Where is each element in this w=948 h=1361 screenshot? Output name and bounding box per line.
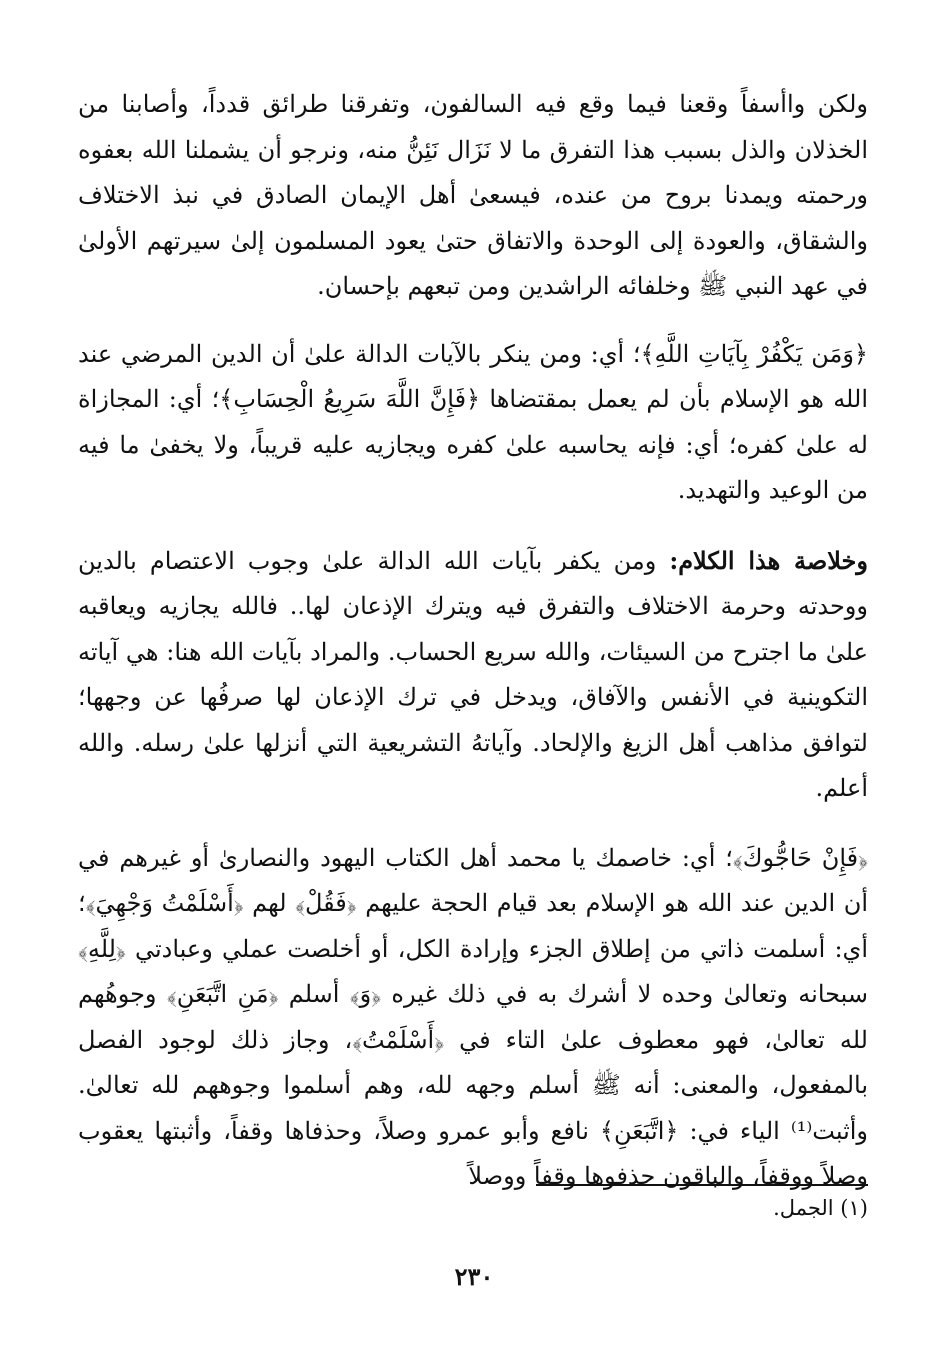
footnote: (١) الجمل. [773, 1196, 868, 1220]
paragraph-3 [78, 538, 868, 812]
paragraph-2: ﴿وَمَن يَكْفُرْ بِآيَاتِ اللَّهِ﴾؛ أي: ومن ينكر بالآيات الدالة علىٰ أن الدين المرضي عند الله هو الإسلام بأن لم يعمل بمقتضاها ﴿فَإِنَّ اللَّهَ سَرِيعُ الْحِسَابِ﴾؛ أي: المجازاة له علىٰ كفره؛ أي: فإنه يحاسبه علىٰ كفره ويجازيه عليه قريباً، ولا يخفىٰ ما فيه من الوعيد والتهديد. [78, 339, 868, 504]
page-number: ٢٣٠ [454, 1262, 494, 1291]
paragraph-1: ولكن واأسفاً وقعنا فيما وقع فيه السالفون، وتفرقنا طرائق قدداً، وأصابنا من الخذلان والذل بسبب هذا التفرق ما لا نَزَال نَئِنُّ منه، ونرجو أن يشملنا الله بعفوه ورحمته ويمدنا بروح من عنده، فيسعىٰ أهل الإيمان الصادق في نبذ الاختلاف والشقاق، والعودة إلى الوحدة والاتفاق حتىٰ يعود المسلمون إلىٰ سيرتهم الأولىٰ في عهد النبي ﷺ وخلفائه الراشدين ومن تبعهم بإحسان. [78, 90, 869, 300]
paragraph-4: ﴿فَإِنْ حَاجُّوكَ﴾؛ أي: خاصمك يا محمد أهل الكتاب اليهود والنصارىٰ أو غيرهم في أن الدين عند الله هو الإسلام بعد قيام الحجة عليهم ﴿فَقُلْ﴾ لهم ﴿أَسْلَمْتُ وَجْهِيَ﴾؛ أي: أسلمت ذاتي من إطلاق الجزء وإرادة الكل، أو أخلصت عملي وعبادتي ﴿لِلَّهِ﴾ سبحانه وتعالىٰ وحده لا أشرك به في ذلك غيره ﴿وَ﴾ أسلم ﴿مَنِ اتَّبَعَنِ﴾ وجوهُهم لله تعالىٰ، فهو معطوف علىٰ التاء في ﴿أَسْلَمْتُ﴾، وجاز ذلك لوجود الفصل بالمفعول، والمعنى: أنه ﷺ أسلم وجهه لله، وهم أسلموا وجوههم لله تعالىٰ. وأثبت⁽¹⁾ الياء في: ﴿اتَّبَعَنِ﴾ نافع وأبو عمرو وصلاً، وحذفاها وقفاً، وأثبتها يعقوب وصلاً ووقفاً، والباقون حذفوها وقفاً ووصلاً [78, 843, 869, 1190]
summary-text: ومن يكفر بآيات الله الدالة علىٰ وجوب الاعتصام بالدين ووحدته وحرمة الاختلاف والتفرق فيه ويترك الإذعان لها.. فالله يجازيه ويعاقبه علىٰ ما اجترح من السيئات، والله سريع الحساب. والمراد بآيات الله هنا: هي آياته التكوينية في الأنفس والآفاق، ويدخل في ترك الإذعان لها صرفُها عن وجهها؛ لتوافق مذاهب أهل الزيغ والإلحاد. وآياتهُ التشريعية التي أنزلها علىٰ رسله. والله أعلم. [78, 546, 868, 802]
summary-lead: وخلاصة هذا الكلام: [669, 545, 868, 575]
footnote-divider [536, 1184, 868, 1186]
